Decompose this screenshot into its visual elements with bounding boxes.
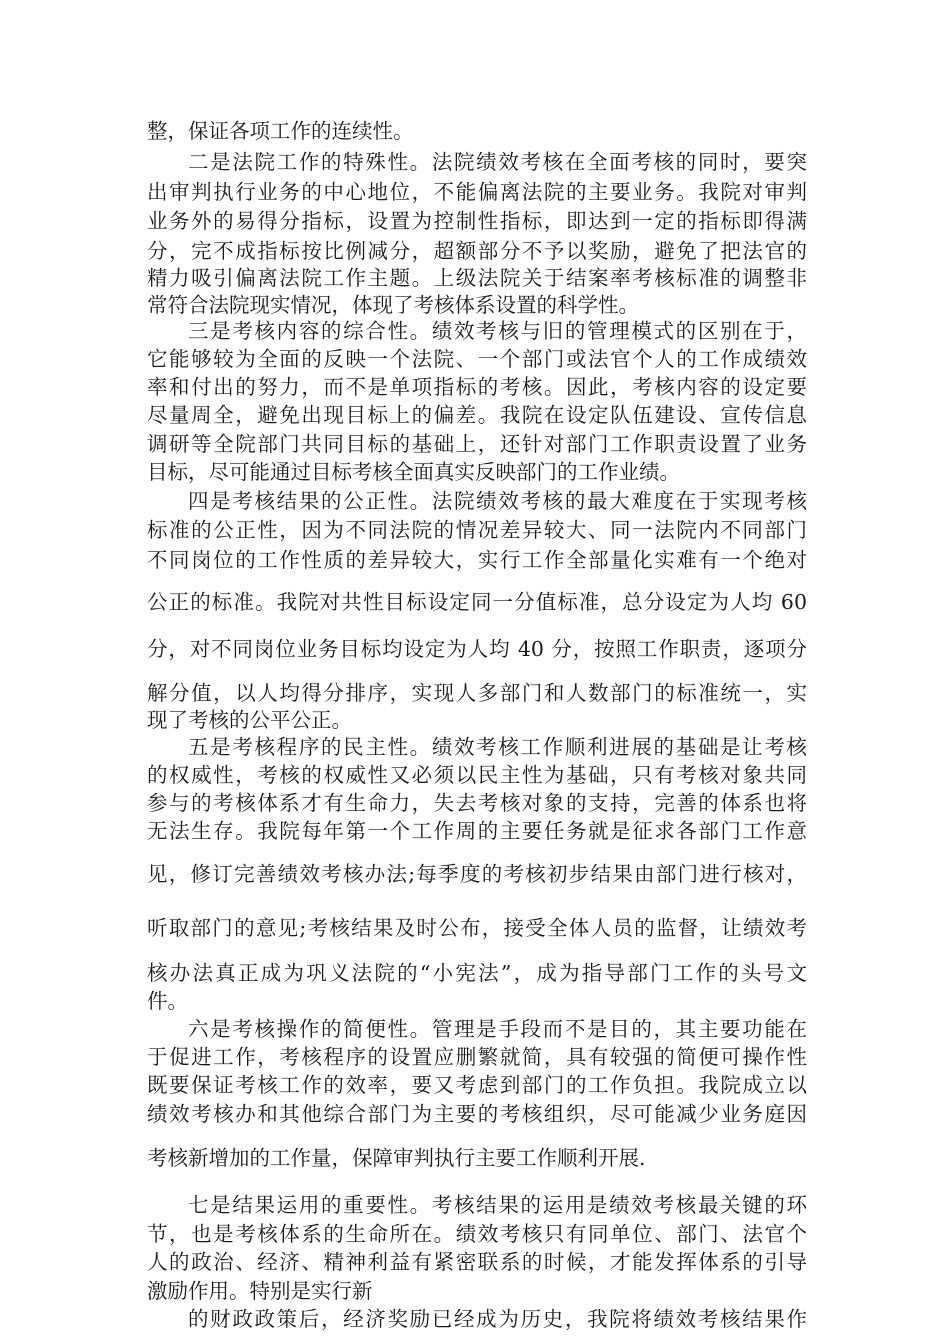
- paragraph-start-line: 四是考核结果的公正性。法院绩效考核的最大难度在于实现考核: [188, 489, 807, 513]
- text-line: 既要保证考核工作的效率，要又考虑到部门的工作负担。我院成立以: [147, 1073, 807, 1097]
- text-line: 的权威性，考核的权威性又必须以民主性为基础，只有考核对象共同: [147, 763, 807, 787]
- text-line: 尽量周全，避免出现目标上的偏差。我院在设定队伍建设、宣传信息: [147, 403, 807, 427]
- text-line: 不同岗位的工作性质的差异较大，实行工作全部量化实难有一个绝对: [147, 548, 807, 572]
- paragraph-start-line: 五是考核程序的民主性。绩效考核工作顺利进展的基础是让考核: [188, 735, 807, 759]
- text-line: 绩效考核办和其他综合部门为主要的考核组织，尽可能减少业务庭因: [147, 1102, 807, 1126]
- paragraph-start-line: 的财政政策后，经济奖励已经成为历史，我院将绩效考核结果作: [188, 1307, 807, 1331]
- text-line: 目标，尽可能通过目标考核全面真实反映部门的工作业绩。: [147, 460, 680, 484]
- text-line: 人的政治、经济、精神利益有紧密联系的时候，才能发挥体系的引导: [147, 1250, 807, 1274]
- paragraph-start-line: 七是结果运用的重要性。考核结果的运用是绩效考核最关键的环: [188, 1193, 807, 1217]
- text-line: 听取部门的意见;考核结果及时公布，接受全体人员的监督，让绩效考: [147, 916, 807, 940]
- text-line: 公正的标准。我院对共性目标设定同一分值标准，总分设定为人均 60: [147, 590, 807, 614]
- paragraph-start-line: 三是考核内容的综合性。绩效考核与旧的管理模式的区别在于，: [188, 319, 807, 343]
- text-line: 激励作用。特别是实行新: [147, 1279, 373, 1303]
- text-line: 分，完不成指标按比例减分，超额部分不予以奖励，避免了把法官的: [147, 239, 807, 263]
- text-line: 解分值，以人均得分排序，实现人多部门和人数部门的标准统一，实: [147, 681, 807, 705]
- text-line: 标准的公正性，因为不同法院的情况差异较大、同一法院内不同部门: [147, 518, 807, 542]
- text-line: 精力吸引偏离法院工作主题。上级法院关于结案率考核标准的调整非: [147, 266, 807, 290]
- paragraph-start-line: 二是法院工作的特殊性。法院绩效考核在全面考核的同时，要突: [188, 150, 807, 174]
- text-line: 无法生存。我院每年第一个工作周的主要任务就是征求各部门工作意: [147, 819, 807, 843]
- text-line: 调研等全院部门共同目标的基础上，还针对部门工作职责设置了业务: [147, 432, 807, 456]
- text-line: 它能够较为全面的反映一个法院、一个部门或法官个人的工作成绩效: [147, 347, 807, 371]
- text-line: 现了考核的公平公正。: [147, 708, 352, 732]
- text-line: 整，保证各项工作的连续性。: [147, 119, 414, 143]
- text-line: 参与的考核体系才有生命力，失去考核对象的支持，完善的体系也将: [147, 791, 807, 815]
- text-line: 业务外的易得分指标，设置为控制性指标，即达到一定的指标即得满: [147, 209, 807, 233]
- text-line: 节，也是考核体系的生命所在。绩效考核只有同单位、部门、法官个: [147, 1222, 807, 1246]
- text-line: 于促进工作，考核程序的设置应删繁就简，具有较强的简便可操作性: [147, 1045, 807, 1069]
- text-line: 常符合法院现实情况，体现了考核体系设置的科学性。: [147, 293, 639, 317]
- text-line: 见，修订完善绩效考核办法;每季度的考核初步结果由部门进行核对，: [147, 862, 807, 886]
- text-line: 率和付出的努力，而不是单项指标的考核。因此，考核内容的设定要: [147, 375, 807, 399]
- text-line: 分，对不同岗位业务目标均设定为人均 40 分，按照工作职责，逐项分: [147, 637, 807, 661]
- text-line: 件。: [147, 989, 188, 1013]
- text-line: 考核新增加的工作量，保障审判执行主要工作顺利开展.: [147, 1146, 646, 1170]
- text-line: 核办法真正成为巩义法院的“小宪法”，成为指导部门工作的头号文: [147, 961, 807, 985]
- paragraph-start-line: 六是考核操作的简便性。管理是手段而不是目的，其主要功能在: [188, 1017, 807, 1041]
- text-line: 出审判执行业务的中心地位，不能偏离法院的主要业务。我院对审判: [147, 180, 807, 204]
